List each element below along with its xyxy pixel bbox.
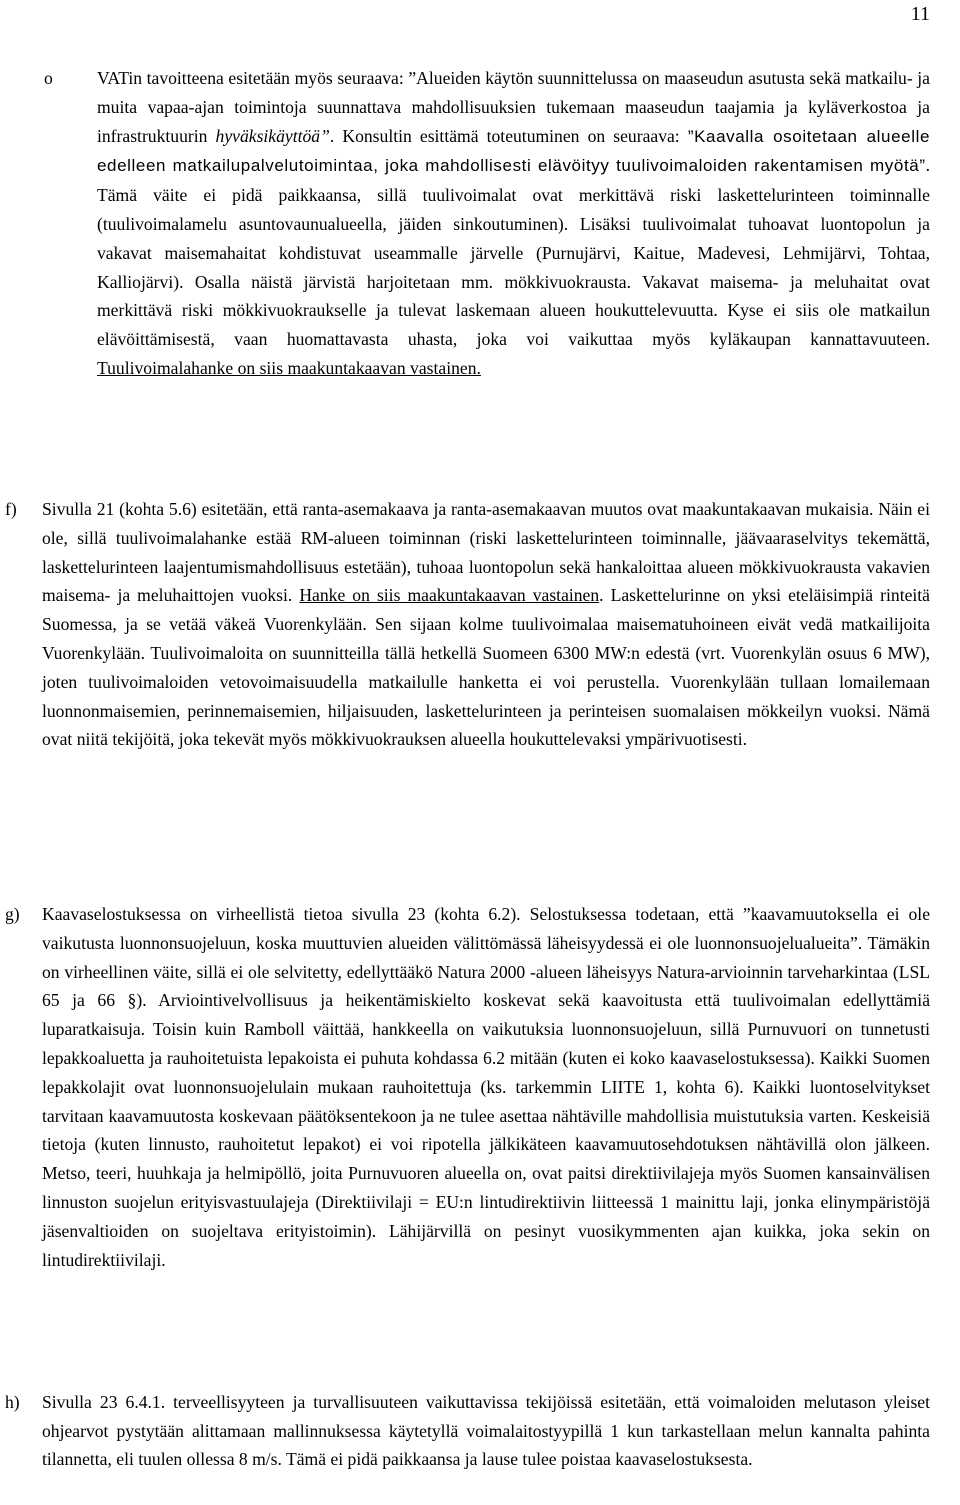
italic-quote: hyväksikäyttöä” (215, 125, 330, 146)
page-number: 11 (910, 3, 930, 25)
underlined-conclusion: Hanke on siis maakuntakaavan vastainen (299, 585, 600, 606)
list-marker: h) (5, 1392, 20, 1412)
list-item-text (42, 495, 930, 754)
list-marker: o (44, 68, 53, 88)
text-segment: Sivulla 21 (kohta 5.6) esitetään, että ranta-asemakaava ja ranta-asemakaavan muutos ovat maakuntakaavan mukaisia. Näin ei ole, sillä tuulivoimalahanke estää RM-alueen toiminnan (riski laskettelurinteen toiminnalle, jäävaaraselvitys tekemättä, laskettelurinteen laajentumismahdollisuus estetään), tuhoaa luontopolun sekä hankaloittaa alueen mökkivuokrausta vakavien maisema- ja meluhaittojen vuoksi. (42, 499, 930, 606)
list-item-text: Sivulla 23 6.4.1. terveellisyyteen ja turvallisuuteen vaikuttavissa tekijöissä esitetään, että voimaloiden melutason yleiset ohjearvot pystytään alittamaan mallinnuksessa käytetyllä voimalaitostyypillä 1 kun tarkastellaan melun kannalta pahinta tilannetta, eli tuulen ollessa 8 m/s. Tämä ei pidä paikkaansa ja lause tulee poistaa kaavaselostuksesta. (42, 1392, 930, 1470)
text-segment: . Konsultin esittämä toteutuminen on seuraava: (329, 125, 688, 146)
list-marker: f) (5, 499, 17, 519)
text-segment: . Tämä väite ei pidä paikkaansa, sillä tuulivoimalat ovat merkittävä riski laskettelurinteen toiminnalle (tuulivoimalamelu asuntovaunualueella, jäiden sinkoutuminen). Lisäksi tuulivoimalat tuhoavat luontopolun ja vakavat maisemahaitat kohdistuvat useammalle järvelle (Purnujärvi, Kaitue, Madevesi, Lehmijärvi, Tohtaa, Kalliojärvi). Osalla näistä järvistä harjoitetaan mm. mökkivuokrausta. Vakavat maisema- ja meluhaitat ovat merkittävä riski mökkivuokraukselle ja tulevat laskemaan alueen houkuttelevuutta. Kyse ei siis ole matkailun elävöittämisestä, vaan huomattavasta uhasta, joka voi vaikuttaa myös kyläkaupan kannattavuuteen. (97, 155, 930, 350)
list-item-text (97, 64, 930, 383)
list-marker: g) (5, 904, 20, 924)
text-segment: VATin tavoitteena esitetään myös seuraava: ”Alueiden käytön suunnittelussa on maaseudun asutusta sekä matkailu- ja muita vapaa-ajan toimintoja suunnattava mahdollisuuksien tukemaan maaseudun taajamia ja kyläverkostoa ja infrastruktuurin (97, 68, 930, 146)
text-segment: . Laskettelurinne on yksi eteläisimpiä rinteitä Suomessa, ja se vetää väkeä Vuorenkylään. Sen sijaan kolme tuulivoimalaa maisematuhoineen eivät vedä matkailijoita Vuorenkylään. Tuulivoimaloita on suunnitteilla tällä hetkellä Suomeen 6300 MW:n edestä (vrt. Vuorenkylän osuus 6 MW), joten tuulivoimaloiden vetovoimaisuudella matkailulle hanketta ei voi perustella. Vuorenkylään tullaan lomailemaan luonnonmaisemien, perinnemaisemien, hiljaisuuden, laskettelurinteen ja perinteisen suomalaisen mökkeilyn vuoksi. Nämä ovat niitä tekijöitä, joka tekevät myös mökkivuokrauksen alueella houkuttelevaksi ympärivuotisesti. (42, 585, 930, 750)
list-item-text: Kaavaselostuksessa on virheellistä tietoa sivulla 23 (kohta 6.2). Selostuksessa todetaan, että ”kaavamuutoksella ei ole vaikutusta luonnonsuojeluun, koska muuttuvien alueiden välittömässä läheisyydessä ei ole luonnonsuojelualueita”. Tämäkin on virheellinen väite, sillä ei ole selvitetty, edellyttääkö Natura 2000 -alueen läheisyys Natura-arvioinnin tarveharkintaa (LSL 65 ja 66 §). Arviointivelvollisuus ja heikentämiskielto koskevat sekä kaavoitusta että tuulivoimalan edellyttämiä luparatkaisuja. Toisin kuin Ramboll väittää, hankkeella on vaikutuksia luonnonsuojeluun, sillä Purnuvuori on tunnetusti lepakkoaluetta ja rauhoitetuista lepakoista ei puhuta kohdassa 6.2 mitään (kuten ei koko kaavaselostuksessa). Kaikki Suomen lepakkolajit ovat luonnonsuojelulain mukaan rauhoitettuja (ks. tarkemmin LIITE 1, kohta 6). Kaikki luontoselvitykset tarvitaan kaavamuutosta koskevaan päätöksentekoon ja ne tulee asettaa nähtäville mahdollisia muistutuksia varten. Keskeisiä tietoja (kuten linnusto, rauhoitetut lepakot) ei voi ripotella jälkikäteen kaavamuutosehdotuksen nähtävillä olon jälkeen. Metso, teeri, huuhkaja ja helmipöllö, joita Purnuvuoren alueella on, ovat paitsi direktiivilajeja myös Suomen kansainvälisen linnuston suojelun erityisvastuulajeja (Direktiivilaji = EU:n lintudirektiivin liitteessä 1 mainittu laji, jonka elinympäristöjä jäsenvaltioiden on suojeltava erityistoimin). Lähijärvillä on pesinyt vuosikymmenten ajan kuikka, joka sekin on lintudirektiivilaji. (42, 904, 930, 1270)
consultant-quote: ”Kaavalla osoitetaan alueelle edelleen matkailupalvelutoimintaa, joka mahdollisesti elävöityy tuulivoimaloiden rakentamisen myötä” (97, 126, 931, 176)
underlined-conclusion: Tuulivoimalahanke on siis maakuntakaavan vastainen. (97, 357, 481, 378)
